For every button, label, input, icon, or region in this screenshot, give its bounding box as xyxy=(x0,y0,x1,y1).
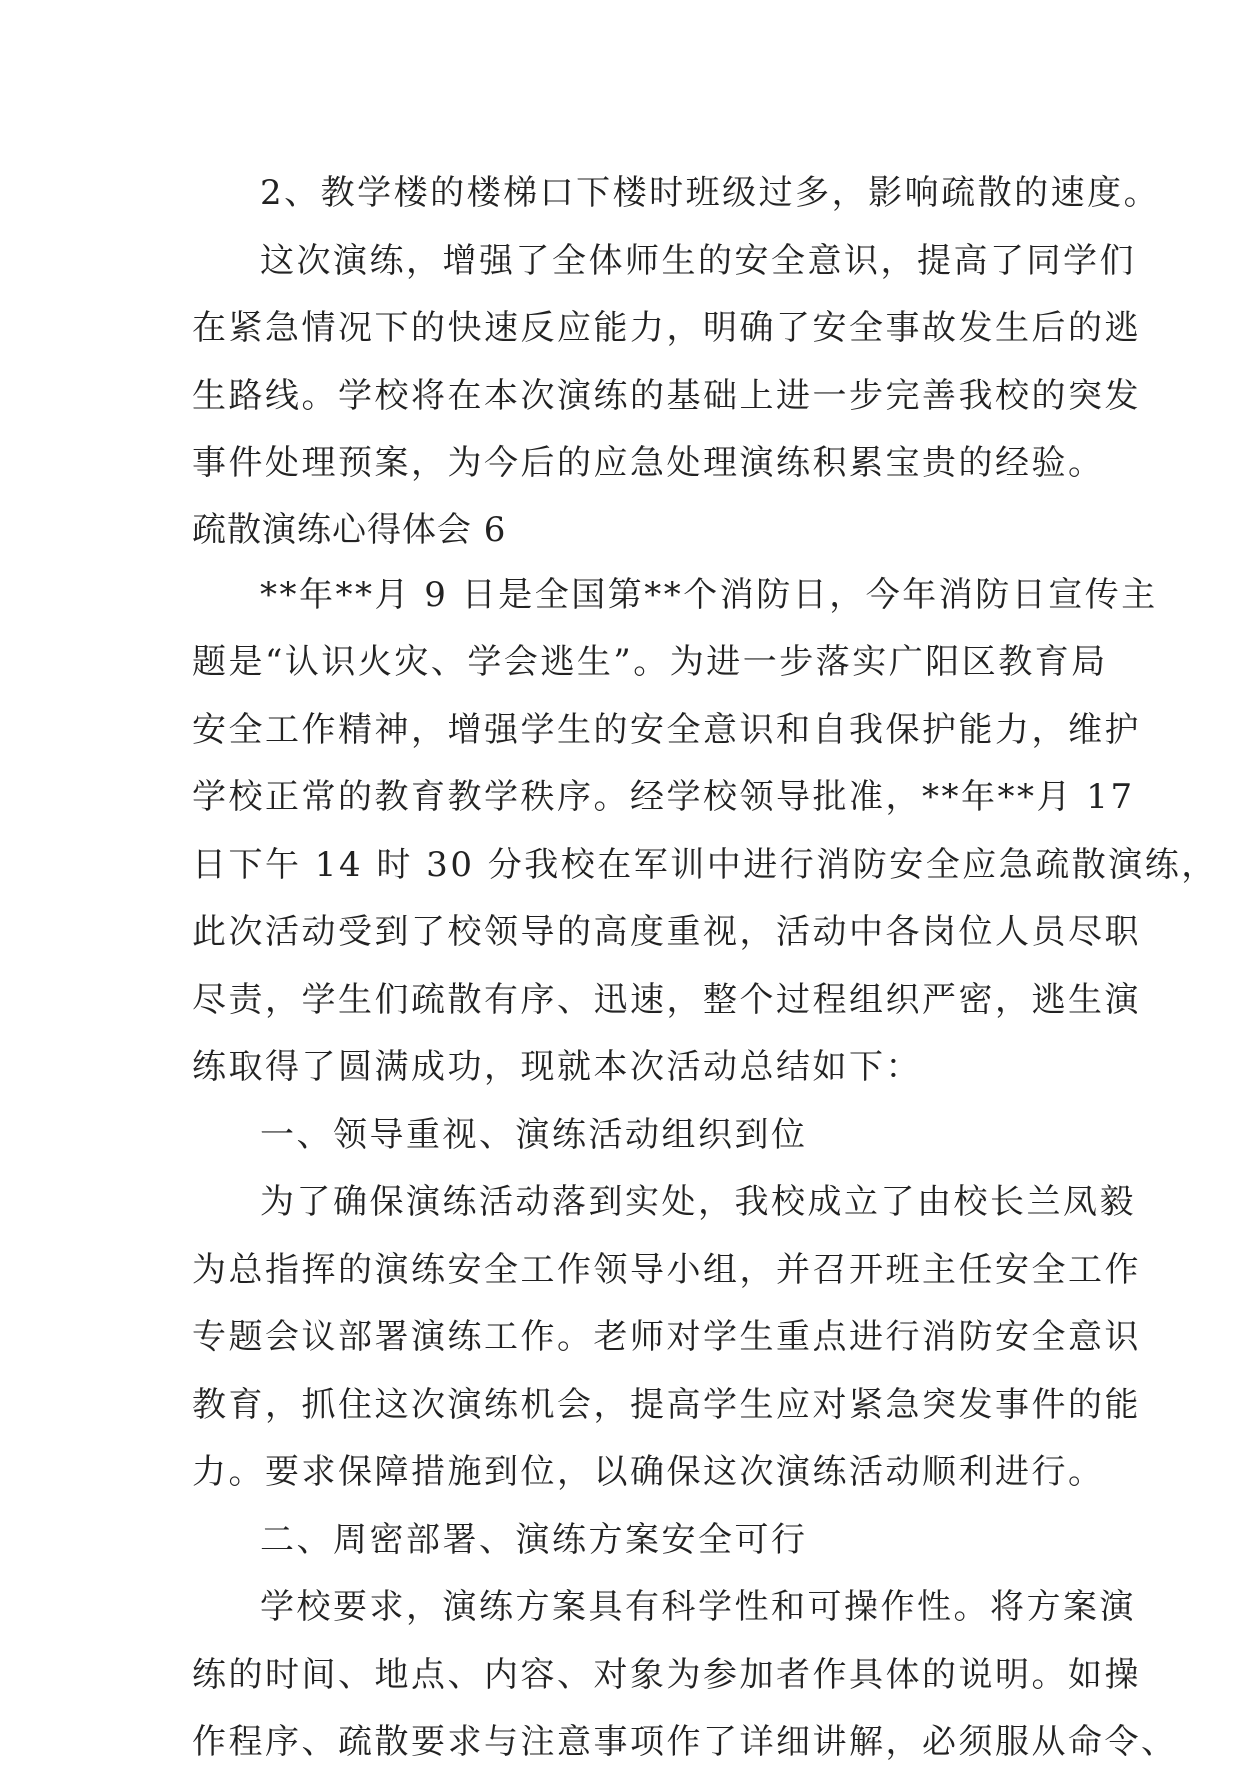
text-line: **年**月 9 日是全国第**个消防日，今年消防日宣传主 xyxy=(260,574,1158,615)
text-line: 此次活动受到了校领导的高度重视，活动中各岗位人员尽职 xyxy=(192,912,1141,952)
section-title: 疏散演练心得体会 6 xyxy=(192,509,507,550)
text-line: 学校正常的教育教学秩序。经学校领导批准，**年**月 17 xyxy=(192,777,1135,817)
text-line: 在紧急情况下的快速反应能力，明确了安全事故发生后的逃 xyxy=(192,308,1141,348)
text-line: 安全工作精神，增强学生的安全意识和自我保护能力，维护 xyxy=(192,709,1141,750)
document-body xyxy=(192,160,1218,1777)
paragraph xyxy=(192,228,1141,498)
paragraph xyxy=(192,562,1218,1102)
text-line: 专题会议部署演练工作。老师对学生重点进行消防安全意识 xyxy=(192,1317,1141,1357)
subheading: 二、周密部署、演练方案安全可行 xyxy=(260,1519,808,1560)
text-line: 生路线。学校将在本次演练的基础上进一步完善我校的突发 xyxy=(192,375,1141,416)
subheading: 一、领导重视、演练活动组织到位 xyxy=(260,1114,808,1155)
text-line: 尽责，学生们疏散有序、迅速，整个过程组织严密，逃生演 xyxy=(192,979,1141,1020)
paragraph xyxy=(192,1169,1141,1507)
paragraph xyxy=(192,160,1161,228)
text-line: 教育，抓住这次演练机会，提高学生应对紧急突发事件的能 xyxy=(192,1384,1141,1425)
text-line: 作程序、疏散要求与注意事项作了详细讲解，必须服从命令、 xyxy=(192,1722,1178,1762)
text-line: 为了确保演练活动落到实处，我校成立了由校长兰凤毅 xyxy=(260,1182,1136,1222)
paragraph xyxy=(192,1574,1178,1777)
text-line: 题是“认识火灾、学会逃生”。为进一步落实广阳区教育局 xyxy=(192,642,1108,682)
text-line: 2、教学楼的楼梯口下楼时班级过多，影响疏散的速度。 xyxy=(260,173,1161,213)
text-line: 这次演练，增强了全体师生的安全意识，提高了同学们 xyxy=(260,240,1136,281)
text-line: 学校要求，演练方案具有科学性和可操作性。将方案演 xyxy=(260,1587,1136,1627)
text-line: 事件处理预案，为今后的应急处理演练积累宝贵的经验。 xyxy=(192,443,1105,483)
text-line: 力。要求保障措施到位，以确保这次演练活动顺利进行。 xyxy=(192,1452,1105,1492)
text-line: 练取得了圆满成功，现就本次活动总结如下： xyxy=(192,1047,922,1087)
text-line: 为总指挥的演练安全工作领导小组，并召开班主任安全工作 xyxy=(192,1249,1141,1290)
text-line: 日下午 14 时 30 分我校在军训中进行消防安全应急疏散演练， xyxy=(192,844,1218,885)
text-line: 练的时间、地点、内容、对象为参加者作具体的说明。如操 xyxy=(192,1654,1141,1695)
